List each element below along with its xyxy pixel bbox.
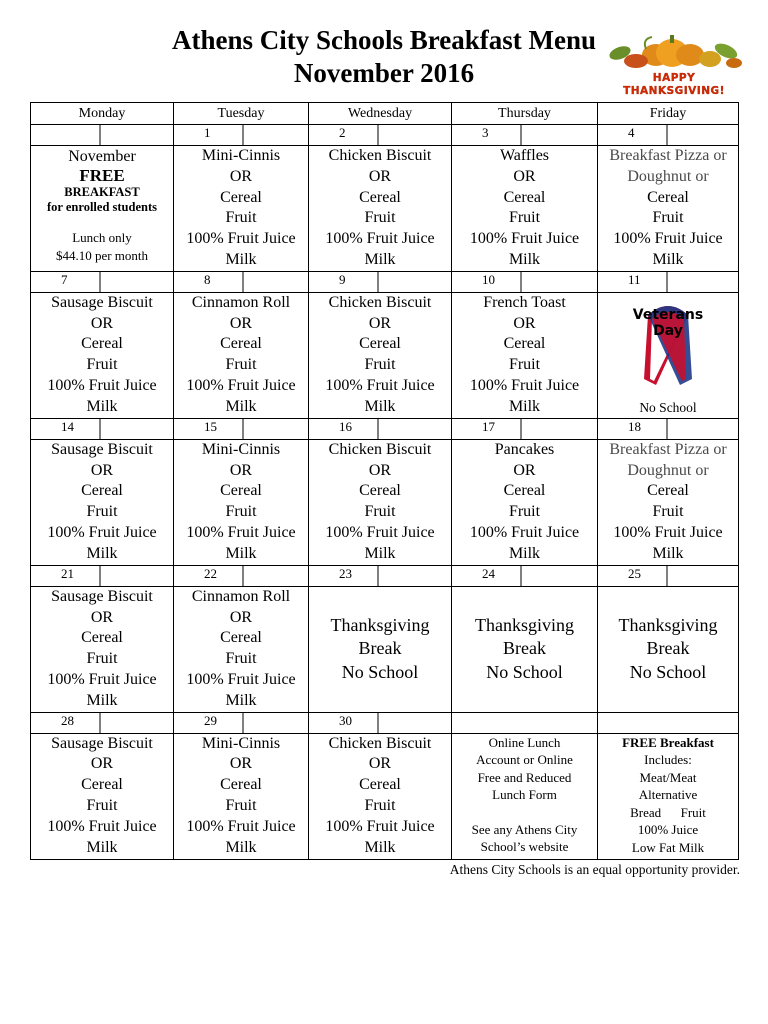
date-cell: 17 (452, 418, 598, 439)
menu-cell: Mini-Cinnis OR Cereal Fruit 100% Fruit Juice Milk (174, 146, 309, 272)
header-monday: Monday (31, 103, 174, 125)
free-breakfast-info: FREE Breakfast Includes: Meat/Meat Alternative Bread Fruit 100% Juice Low Fat Milk (598, 733, 739, 859)
date-cell: 29 (174, 712, 309, 733)
ribbon-icon (598, 293, 739, 399)
menu-calendar (30, 102, 739, 860)
menu-cell: Waffles OR Cereal Fruit 100% Fruit Juice Milk (452, 146, 598, 272)
date-cell: 8 (174, 271, 309, 292)
date-cell: 21 (31, 565, 174, 586)
veterans-text: Veterans (632, 306, 704, 323)
date-cell: 30 (309, 712, 452, 733)
date-cell: 11 (598, 271, 739, 292)
menu-row (31, 586, 739, 712)
date-cell: 10 (452, 271, 598, 292)
menu-cell: Breakfast Pizza or Doughnut or Cereal Fruit 100% Fruit Juice Milk (598, 439, 739, 565)
header-tuesday: Tuesday (174, 103, 309, 125)
date-cell (452, 712, 598, 733)
header-wednesday: Wednesday (309, 103, 452, 125)
menu-row (31, 146, 739, 272)
menu-cell: Mini-Cinnis OR Cereal Fruit 100% Fruit Juice Milk (174, 439, 309, 565)
date-cell: 18 (598, 418, 739, 439)
date-cell (31, 125, 174, 146)
thanksgiving-break-cell: Thanksgiving Break No School (598, 586, 739, 712)
date-row (31, 565, 739, 586)
menu-row (31, 439, 739, 565)
date-cell: 16 (309, 418, 452, 439)
menu-row (31, 733, 739, 859)
thanksgiving-break-cell: Thanksgiving Break No School (309, 586, 452, 712)
date-cell: 14 (31, 418, 174, 439)
date-cell: 9 (309, 271, 452, 292)
thanksgiving-break-cell: Thanksgiving Break No School (452, 586, 598, 712)
title-line-2: November 2016 (293, 58, 475, 88)
header-friday: Friday (598, 103, 739, 125)
date-cell: 7 (31, 271, 174, 292)
date-cell: 25 (598, 565, 739, 586)
day-text: Day (653, 322, 683, 339)
date-row (31, 712, 739, 733)
menu-cell: Sausage Biscuit OR Cereal Fruit 100% Fruit Juice Milk (31, 733, 174, 859)
menu-cell: Chicken Biscuit OR Cereal Fruit 100% Fruit Juice Milk (309, 292, 452, 418)
date-cell: 3 (452, 125, 598, 146)
menu-cell: Sausage Biscuit OR Cereal Fruit 100% Fruit Juice Milk (31, 292, 174, 418)
happy-thanksgiving-text: HAPPY THANKSGIVING! (623, 72, 725, 97)
footer-statement: Athens City Schools is an equal opportunity provider. (449, 862, 740, 877)
date-cell: 28 (31, 712, 174, 733)
date-cell: 22 (174, 565, 309, 586)
date-row (31, 125, 739, 146)
date-cell: 24 (452, 565, 598, 586)
menu-cell: Sausage Biscuit OR Cereal Fruit 100% Fruit Juice Milk (31, 439, 174, 565)
menu-cell: Cinnamon Roll OR Cereal Fruit 100% Fruit Juice Milk (174, 292, 309, 418)
title-line-1: Athens City Schools Breakfast Menu (171, 25, 597, 55)
menu-cell: Chicken Biscuit OR Cereal Fruit 100% Fruit Juice Milk (309, 439, 452, 565)
menu-cell: Cinnamon Roll OR Cereal Fruit 100% Fruit Juice Milk (174, 586, 309, 712)
online-lunch-info: Online Lunch Account or Online Free and Reduced Lunch Form See any Athens City School’s website (452, 733, 598, 859)
date-row (31, 271, 739, 292)
veterans-day-cell (598, 292, 739, 418)
menu-cell: Mini-Cinnis OR Cereal Fruit 100% Fruit Juice Milk (174, 733, 309, 859)
date-cell: 4 (598, 125, 739, 146)
date-cell: 23 (309, 565, 452, 586)
header-thursday: Thursday (452, 103, 598, 125)
menu-cell: Sausage Biscuit OR Cereal Fruit 100% Fruit Juice Milk (31, 586, 174, 712)
date-cell (598, 712, 739, 733)
no-school-label: No School (639, 399, 697, 415)
date-cell: 2 (309, 125, 452, 146)
menu-row (31, 292, 739, 418)
menu-cell: Chicken Biscuit OR Cereal Fruit 100% Fruit Juice Milk (309, 733, 452, 859)
date-row (31, 418, 739, 439)
date-cell: 1 (174, 125, 309, 146)
menu-cell: French Toast OR Cereal Fruit 100% Fruit Juice Milk (452, 292, 598, 418)
weekday-header-row (31, 103, 739, 125)
free-breakfast-notice: November FREE BREAKFAST for enrolled students Lunch only $44.10 per month (31, 146, 174, 272)
menu-cell: Chicken Biscuit OR Cereal Fruit 100% Fruit Juice Milk (309, 146, 452, 272)
date-cell: 15 (174, 418, 309, 439)
menu-cell: Pancakes OR Cereal Fruit 100% Fruit Juice Milk (452, 439, 598, 565)
menu-cell: Breakfast Pizza or Doughnut or Cereal Fruit 100% Fruit Juice Milk (598, 146, 739, 272)
